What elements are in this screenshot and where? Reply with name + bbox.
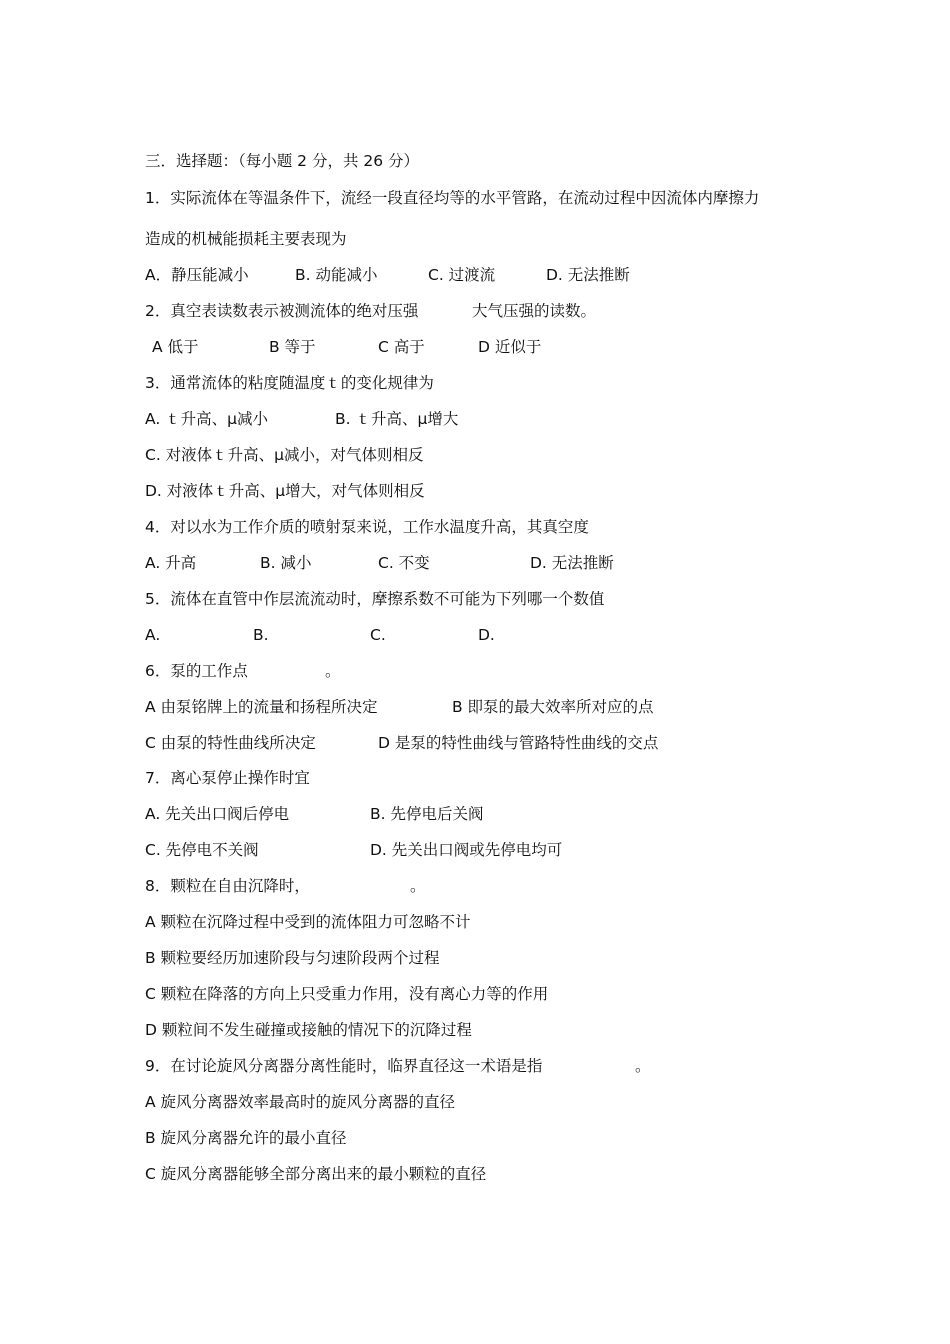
- question-4-option-c: C. 不变: [378, 554, 430, 572]
- question-7-option-d: D. 先关出口阀或先停电均可: [370, 841, 563, 859]
- question-1-option-b: B. 动能减小: [295, 266, 378, 284]
- question-9-option-a: A 旋风分离器效率最高时的旋风分离器的直径: [145, 1093, 456, 1111]
- question-9-stem-tail: 。: [635, 1057, 651, 1075]
- question-5-stem: 5．流体在直管中作层流流动时，摩擦系数不可能为下列哪一个数值: [145, 590, 605, 608]
- question-7-stem: 7．离心泵停止操作时宜: [145, 769, 310, 787]
- question-8-option-a: A 颗粒在沉降过程中受到的流体阻力可忽略不计: [145, 913, 471, 931]
- question-4-option-a: A. 升高: [145, 554, 197, 572]
- question-5-option-c: C.: [370, 626, 386, 644]
- question-8-option-b: B 颗粒要经历加速阶段与匀速阶段两个过程: [145, 949, 440, 967]
- question-9-stem: 9．在讨论旋风分离器分离性能时，临界直径这一术语是指: [145, 1057, 543, 1075]
- question-8-stem: 8．颗粒在自由沉降时，: [145, 877, 310, 895]
- question-6-option-d: D 是泵的特性曲线与管路特性曲线的交点: [378, 734, 659, 752]
- question-3-option-d: D. 对液体ｔ升高、μ增大，对气体则相反: [145, 482, 425, 500]
- question-1-stem-line1: 1．实际流体在等温条件下，流经一段直径均等的水平管路，在流动过程中因流体内摩擦力: [145, 189, 760, 207]
- question-8-option-c: C 颗粒在降落的方向上只受重力作用，没有离心力等的作用: [145, 985, 549, 1003]
- question-3-option-a: A. ｔ升高、μ减小: [145, 410, 269, 428]
- section-title: 三．选择题：（每小题 2 分，共 26 分）: [145, 152, 420, 170]
- question-4-option-d: D. 无法推断: [530, 554, 614, 572]
- question-6-stem: 6．泵的工作点: [145, 662, 248, 680]
- question-1-stem-line2: 造成的机械能损耗主要表现为: [145, 230, 347, 248]
- question-8-stem-tail: 。: [410, 877, 426, 895]
- question-1-option-a: A．静压能减小: [145, 266, 249, 284]
- question-1-option-c: C. 过渡流: [428, 266, 496, 284]
- question-2-option-c: C 高于: [378, 338, 425, 356]
- question-6-option-a: A 由泵铭牌上的流量和扬程所决定: [145, 698, 378, 716]
- question-2-option-a: A 低于: [152, 338, 199, 356]
- question-2-option-b: B 等于: [269, 338, 316, 356]
- question-2-stem-tail: 大气压强的读数。: [472, 302, 597, 320]
- question-5-option-b: B.: [253, 626, 269, 644]
- question-9-option-b: B 旋风分离器允许的最小直径: [145, 1129, 347, 1147]
- question-7-option-b: B. 先停电后关阀: [370, 805, 484, 823]
- question-3-stem: 3．通常流体的粘度随温度ｔ的变化规律为: [145, 374, 434, 392]
- question-7-option-a: A. 先关出口阀后停电: [145, 805, 290, 823]
- question-2-stem: 2．真空表读数表示被测流体的绝对压强: [145, 302, 419, 320]
- question-6-option-b: B 即泵的最大效率所对应的点: [452, 698, 654, 716]
- question-1-option-d: D. 无法推断: [546, 266, 630, 284]
- question-6-option-c: C 由泵的特性曲线所决定: [145, 734, 316, 752]
- question-7-option-c: C. 先停电不关阀: [145, 841, 259, 859]
- question-4-stem: 4．对以水为工作介质的喷射泵来说，工作水温度升高，其真空度: [145, 518, 589, 536]
- question-9-option-c: C 旋风分离器能够全部分离出来的最小颗粒的直径: [145, 1165, 487, 1183]
- question-5-option-d: D.: [478, 626, 495, 644]
- question-4-option-b: B. 减小: [260, 554, 312, 572]
- question-8-option-d: D 颗粒间不发生碰撞或接触的情况下的沉降过程: [145, 1021, 472, 1039]
- question-6-stem-tail: 。: [325, 662, 341, 680]
- question-3-option-b: B. ｔ升高、μ增大: [335, 410, 459, 428]
- question-3-option-c: C. 对液体ｔ升高、μ减小，对气体则相反: [145, 446, 424, 464]
- question-2-option-d: D 近似于: [478, 338, 542, 356]
- question-5-option-a: A.: [145, 626, 161, 644]
